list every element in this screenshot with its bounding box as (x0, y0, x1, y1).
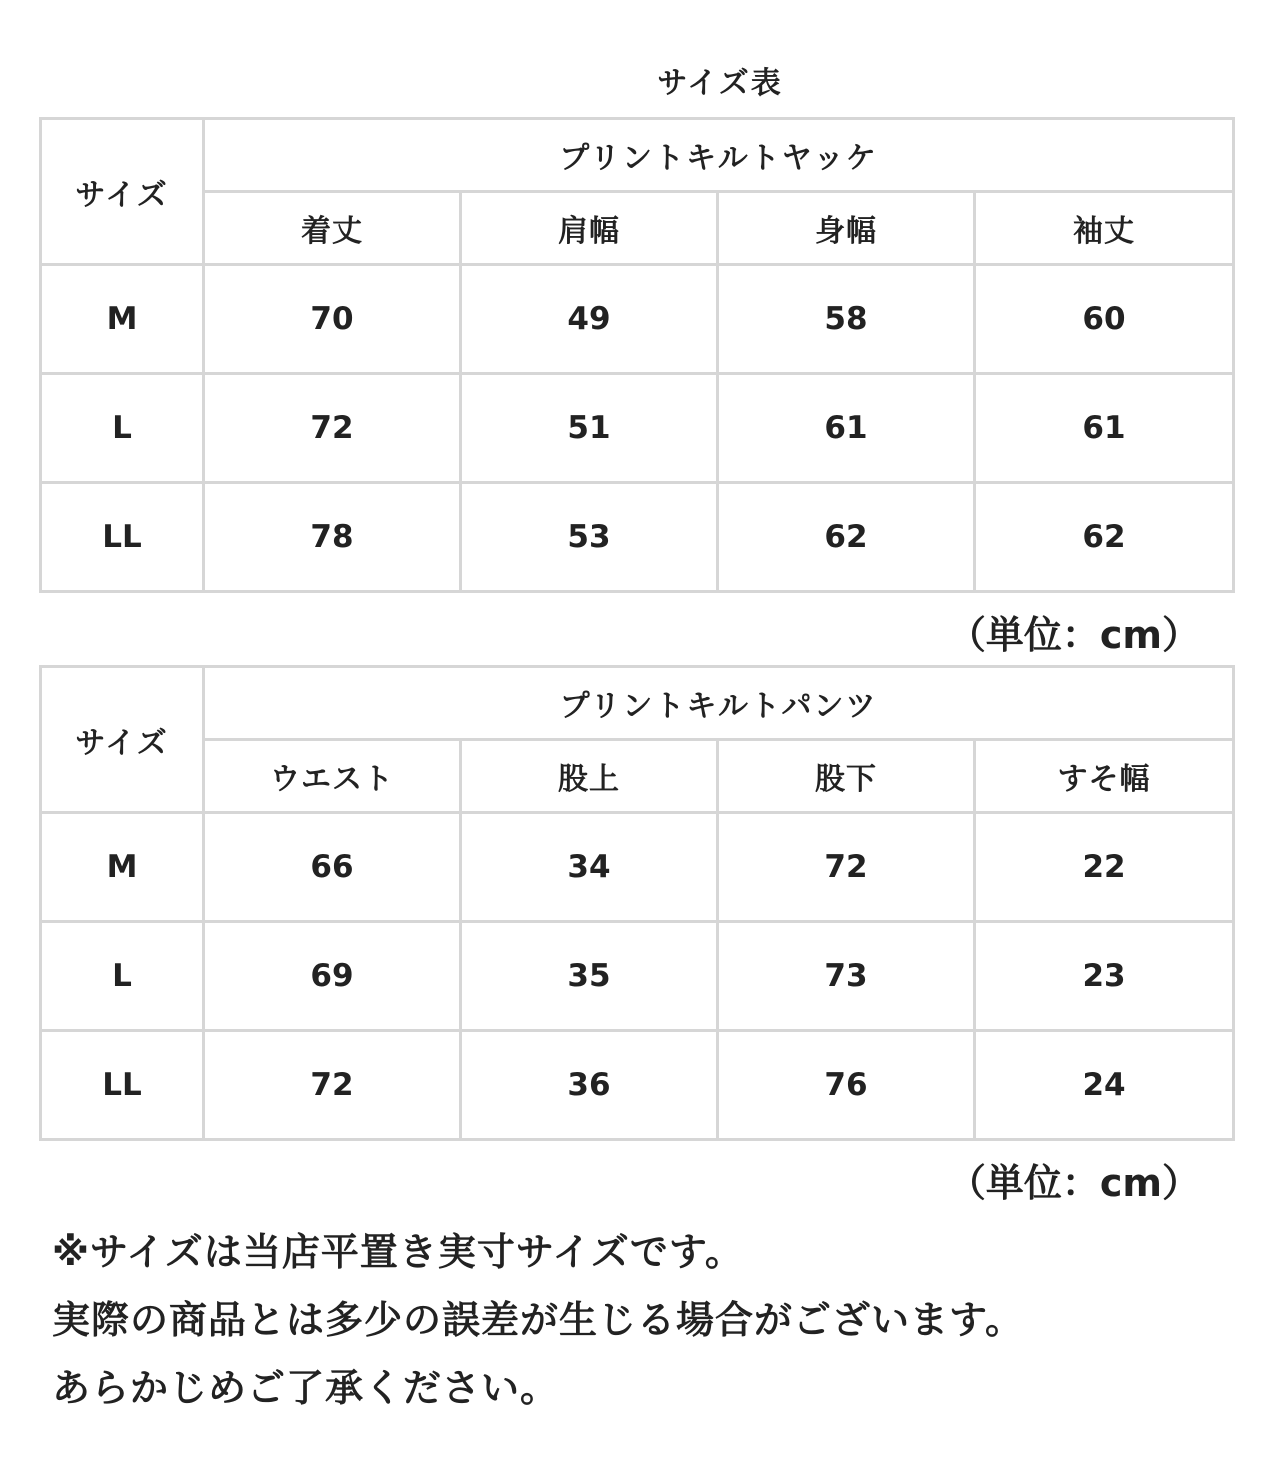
table-header-row (41, 667, 1234, 740)
value-cell: 53 (461, 483, 718, 592)
value-cell: 73 (718, 922, 975, 1031)
notes (52, 1218, 1252, 1422)
unit-note: （単位：cm） (947, 613, 1200, 657)
value-cell: 36 (461, 1031, 718, 1140)
column-header: 袖丈 (975, 192, 1234, 265)
size-cell: LL (41, 483, 204, 592)
size-cell: M (41, 265, 204, 374)
column-header: 着丈 (204, 192, 461, 265)
table-header-row (41, 119, 1234, 192)
size-cell: L (41, 374, 204, 483)
note-line: あらかじめご了承ください。 (52, 1366, 560, 1410)
column-header: 股上 (461, 740, 718, 813)
size-table-pants (39, 665, 1235, 1141)
value-cell: 72 (718, 813, 975, 922)
value-cell: 72 (204, 1031, 461, 1140)
value-cell: 58 (718, 265, 975, 374)
size-cell: L (41, 922, 204, 1031)
size-column-header: サイズ (41, 119, 204, 265)
value-cell: 49 (461, 265, 718, 374)
column-header-row (41, 192, 1234, 265)
column-header: 肩幅 (461, 192, 718, 265)
value-cell: 23 (975, 922, 1234, 1031)
column-header: 身幅 (718, 192, 975, 265)
value-cell: 22 (975, 813, 1234, 922)
value-cell: 76 (718, 1031, 975, 1140)
product-name: プリントキルトヤッケ (204, 119, 1234, 192)
value-cell: 60 (975, 265, 1234, 374)
value-cell: 62 (718, 483, 975, 592)
column-header: 股下 (718, 740, 975, 813)
note-line: ※サイズは当店平置き実寸サイズです。 (52, 1230, 744, 1274)
table-row (41, 483, 1234, 592)
table-row (41, 1031, 1234, 1140)
column-header-row (41, 740, 1234, 813)
table-row (41, 265, 1234, 374)
page-title: サイズ表 (657, 66, 783, 101)
column-header: すそ幅 (975, 740, 1234, 813)
size-cell: LL (41, 1031, 204, 1140)
value-cell: 69 (204, 922, 461, 1031)
size-cell: M (41, 813, 204, 922)
unit-note: （単位：cm） (947, 1161, 1200, 1205)
value-cell: 78 (204, 483, 461, 592)
value-cell: 35 (461, 922, 718, 1031)
value-cell: 70 (204, 265, 461, 374)
value-cell: 72 (204, 374, 461, 483)
value-cell: 24 (975, 1031, 1234, 1140)
value-cell: 34 (461, 813, 718, 922)
column-header: ウエスト (204, 740, 461, 813)
table-row (41, 922, 1234, 1031)
size-column-header: サイズ (41, 667, 204, 813)
product-name: プリントキルトパンツ (204, 667, 1234, 740)
size-table-jacket (39, 117, 1235, 593)
value-cell: 62 (975, 483, 1234, 592)
table-row (41, 813, 1234, 922)
table-row (41, 374, 1234, 483)
value-cell: 66 (204, 813, 461, 922)
note-line: 実際の商品とは多少の誤差が生じる場合がございます。 (52, 1298, 1024, 1342)
value-cell: 61 (975, 374, 1234, 483)
value-cell: 51 (461, 374, 718, 483)
value-cell: 61 (718, 374, 975, 483)
